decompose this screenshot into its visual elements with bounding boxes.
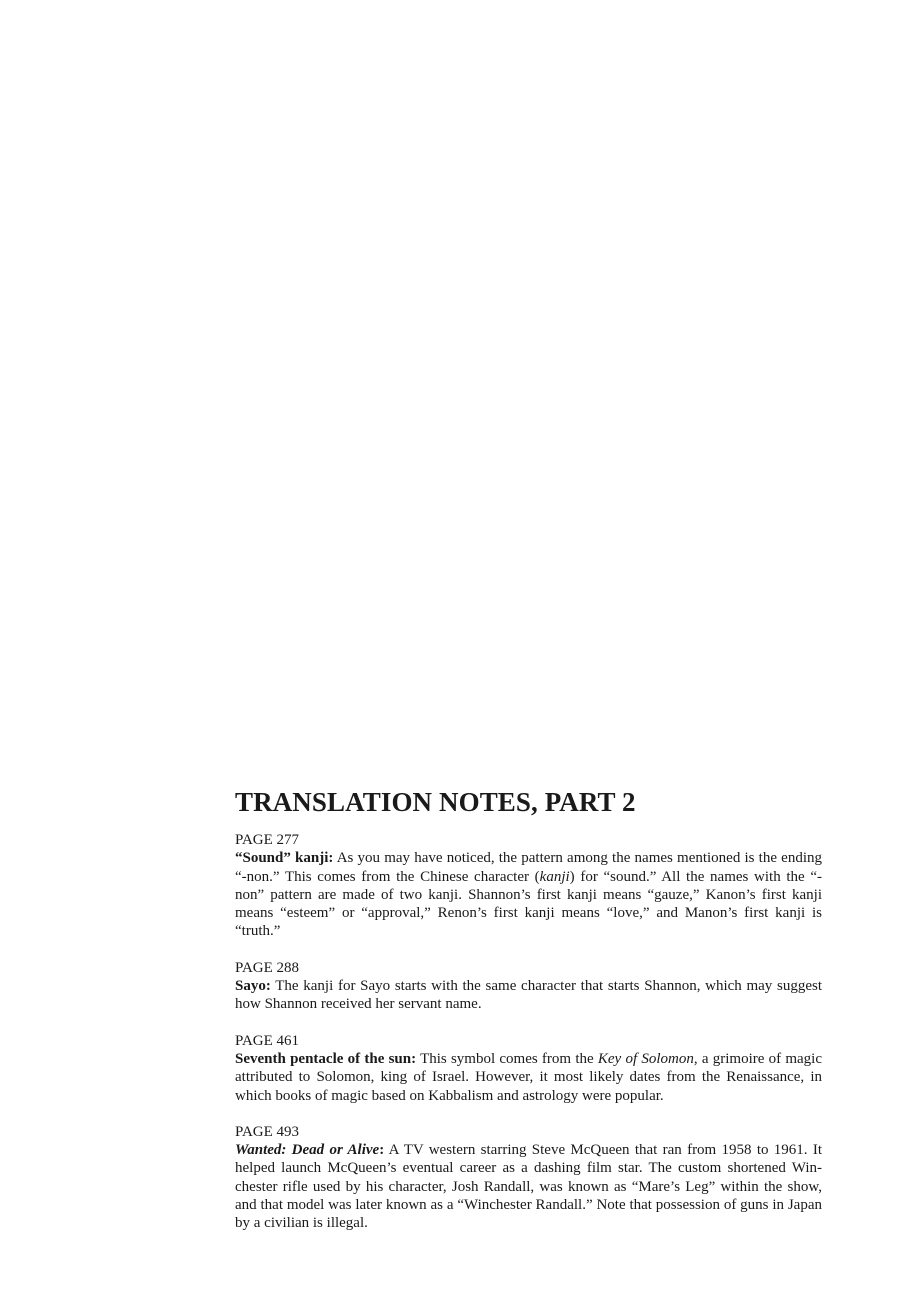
note-text: ) for “sound.” All the names with the “-non” pattern are made of two kanji. Shannon’s first kanji means “gauze,” Kanon’s first kanji means “esteem” or “approval,” Renon’s first kanji means “love,” and Manon’s first kanji is “truth.” — [235, 868, 822, 940]
note-body — [235, 977, 822, 1014]
note-body — [235, 849, 822, 940]
note-term: Sayo: — [235, 978, 271, 995]
note-page-493 — [235, 1123, 822, 1233]
note-page-label: PAGE 277 — [235, 832, 300, 848]
note-text: As you may have noticed, the pattern among the names mentioned is the ending “-non.” This comes from the Chinese character ( — [235, 850, 822, 885]
note-italic-text: Key of Solomon — [597, 1050, 694, 1067]
note-text: The kanji for Sayo starts with the same character that starts Shannon, which may suggest how Shannon received her servant name. — [235, 978, 822, 1013]
note-page-277 — [235, 831, 822, 941]
note-term: Seventh pentacle of the sun: — [235, 1050, 417, 1067]
note-page-label: PAGE 288 — [235, 959, 300, 976]
note-page-288 — [235, 959, 822, 1014]
note-term-suffix: : — [379, 1142, 385, 1159]
note-body — [235, 1141, 822, 1232]
note-page-461 — [235, 1032, 822, 1105]
note-term: “Sound” kanji: — [235, 850, 334, 867]
note-text: This symbol comes from the — [416, 1050, 598, 1067]
note-page-label: PAGE 493 — [235, 1123, 300, 1140]
note-body — [235, 1050, 822, 1105]
note-text: A TV western starring Steve McQueen that ran from 1958 to 1961. It helped launch McQueen’s eventual career as a dashing film star. The custom shortened Winchester rifle used by his character, Josh Randall, was known as “Mare’s Leg” within the show, and that model was later known as a “Winchester Randall.” Note that possession of guns in Japan by a civilian is illegal. — [235, 1142, 822, 1232]
page-title: TRANSLATION NOTES, PART 2 — [235, 787, 636, 817]
note-term: Wanted: Dead or Alive — [235, 1142, 380, 1159]
translation-notes — [235, 786, 822, 1251]
note-italic-text: kanji — [539, 868, 570, 885]
note-page-label: PAGE 461 — [235, 1032, 300, 1049]
note-text: , a grimoire of magic attributed to Solomon, king of Israel. However, it most likely dates from the Renaissance, in which books of magic based on Kabbalism and astrology were popular. — [235, 1050, 822, 1104]
